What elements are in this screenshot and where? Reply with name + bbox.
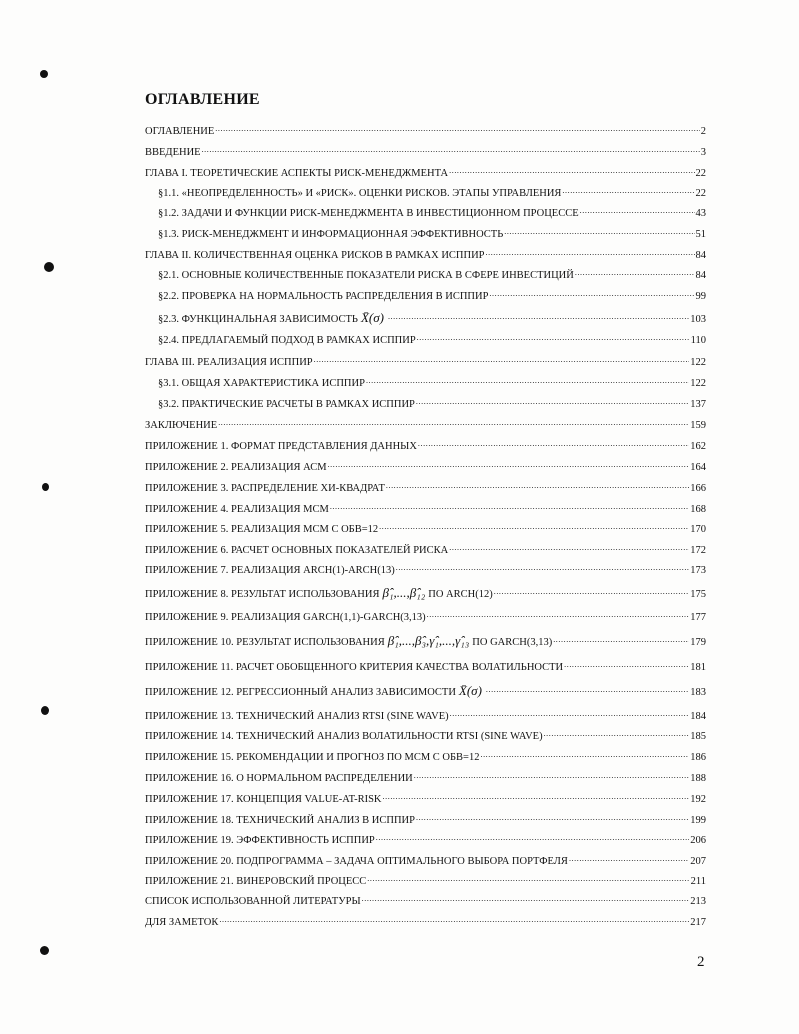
toc-entry-title: ПРИЛОЖЕНИЕ 14. ТЕХНИЧЕСКИЙ АНАЛИЗ ВОЛАТИЛЬНОСТИ RTSI (SINE WAVE) [145, 731, 543, 742]
toc-entry-title: ПРИЛОЖЕНИЕ 9. РЕАЛИЗАЦИЯ GARCH(1,1)-GARCH(3,13) [145, 612, 426, 623]
toc-entry-title: §1.1. «НЕОПРЕДЕЛЕННОСТЬ» И «РИСК». ОЦЕНКИ РИСКОВ. ЭТАПЫ УПРАВЛЕНИЯ [158, 188, 562, 199]
toc-entry-label [145, 482, 385, 496]
toc-leader-dots [367, 874, 689, 884]
toc-entry-title: СПИСОК ИСПОЛЬЗОВАННОЙ ЛИТЕРАТУРЫ [145, 896, 361, 907]
toc-entry-title: ЗАКЛЮЧЕНИЕ [145, 420, 218, 431]
toc-entry-label [158, 334, 416, 348]
toc-leader-dots [219, 915, 689, 925]
toc-entry [145, 522, 706, 537]
toc-entry-label [145, 793, 382, 807]
toc-entry-label [145, 661, 563, 675]
toc-entry [145, 586, 706, 602]
toc-entry-title: ПРИЛОЖЕНИЕ 21. ВИНЕРОВСКИЙ ПРОЦЕСС [145, 876, 367, 887]
toc-leader-dots [504, 227, 694, 237]
toc-entry [145, 684, 706, 700]
toc-leader-dots [418, 439, 689, 449]
toc-entry [145, 439, 706, 454]
toc-leader-dots [494, 587, 690, 597]
toc-leader-dots [376, 833, 689, 843]
toc-entry-page: 166 [690, 483, 706, 494]
toc-leader-dots [414, 771, 690, 781]
toc-entry [145, 771, 706, 786]
toc-entry-title: ПРИЛОЖЕНИЕ 11. РАСЧЕТ ОБОБЩЕННОГО КРИТЕРИЯ КАЧЕСТВА ВОЛАТИЛЬНОСТИ [145, 662, 564, 673]
toc-entry-page: 51 [695, 229, 706, 240]
toc-entry-page: 99 [695, 291, 706, 302]
toc-entry [145, 634, 706, 650]
toc-entry [145, 563, 706, 578]
scan-speck [41, 706, 49, 715]
toc-entry-title: ВВЕДЕНИЕ [145, 147, 201, 158]
toc-leader-dots [569, 854, 689, 864]
toc-entry-page: 22 [695, 168, 706, 179]
toc-entry-title: §2.4. ПРЕДЛАГАЕМЫЙ ПОДХОД В РАМКАХ ИСППИР [158, 335, 416, 346]
toc-leader-dots [575, 268, 695, 278]
toc-entry-label [145, 814, 415, 828]
toc-entry-page: 173 [690, 565, 706, 576]
page-title: ОГЛАВЛЕНИЕ [145, 91, 260, 108]
toc-leader-dots [480, 750, 689, 760]
toc-entry [158, 227, 706, 242]
toc-entry [145, 894, 706, 909]
toc-entry-title: ГЛАВА II. КОЛИЧЕСТВЕННАЯ ОЦЕНКА РИСКОВ В РАМКАХ ИСППИР [145, 250, 485, 261]
toc-entry-title: §2.1. ОСНОВНЫЕ КОЛИЧЕСТВЕННЫЕ ПОКАЗАТЕЛИ РИСКА В СФЕРЕ ИНВЕСТИЦИЙ [158, 270, 574, 281]
toc-entry-label [145, 772, 413, 786]
toc-entry-page: 2 [700, 126, 706, 137]
toc-entry-page: 177 [690, 612, 706, 623]
toc-entry-title: ПРИЛОЖЕНИЕ 17. КОНЦЕПЦИЯ VALUE-AT-RISK [145, 794, 382, 805]
toc-entry-page: 137 [690, 399, 706, 410]
toc-entry [145, 610, 706, 625]
toc-entry-label [158, 228, 503, 242]
toc-entry-page: 84 [695, 270, 706, 281]
toc-entry-label [145, 440, 417, 454]
scan-speck [40, 70, 48, 78]
toc-entry [158, 289, 706, 304]
toc-entry [145, 729, 706, 744]
toc-entry-label [158, 377, 365, 391]
toc-entry-page: 217 [690, 917, 706, 928]
toc-leader-dots [580, 206, 695, 216]
toc-entry-label [145, 634, 552, 650]
toc-entry-page: 179 [690, 637, 706, 648]
toc-entry-page: 181 [690, 662, 706, 673]
toc-entry-label [145, 611, 426, 625]
toc-leader-dots [202, 145, 700, 155]
toc-entry-label [145, 461, 327, 475]
toc-entry-label [145, 523, 378, 537]
toc-leader-dots [388, 312, 689, 322]
toc-leader-dots [330, 502, 689, 512]
toc-entry-label [145, 503, 329, 517]
toc-entry-page: 192 [690, 794, 706, 805]
toc-entry-title: ПРИЛОЖЕНИЕ 3. РАСПРЕДЕЛЕНИЕ ХИ-КВАДРАТ [145, 483, 385, 494]
toc-entry-page: 43 [695, 208, 706, 219]
toc-entry [145, 248, 706, 263]
toc-entry-title: §1.3. РИСК-МЕНЕДЖМЕНТ И ИНФОРМАЦИОННАЯ ЭФФЕКТИВНОСТЬ [158, 229, 504, 240]
toc-entry [145, 854, 706, 869]
toc-entry [145, 660, 706, 675]
toc-entry-page: 206 [690, 835, 706, 846]
toc-leader-dots [427, 610, 690, 620]
toc-entry-label [145, 834, 375, 848]
toc-entry-page: 172 [690, 545, 706, 556]
toc-leader-dots [362, 894, 690, 904]
toc-entry-label [158, 207, 579, 221]
toc-entry-page: 175 [690, 589, 706, 600]
toc-entry-page: 22 [695, 188, 706, 199]
toc-entry-label [145, 710, 449, 724]
toc-leader-dots [449, 166, 694, 176]
toc-entry [158, 397, 706, 412]
toc-entry-label [158, 398, 415, 412]
toc-entry [145, 833, 706, 848]
toc-entry-title: ПРИЛОЖЕНИЕ 13. ТЕХНИЧЕСКИЙ АНАЛИЗ RTSI (SINE WAVE) [145, 711, 449, 722]
toc-entry-page: 211 [690, 876, 706, 887]
toc-entry [145, 874, 706, 889]
toc-entry-page: 183 [690, 687, 706, 698]
toc-entry [158, 311, 706, 327]
toc-entry-page: 162 [690, 441, 706, 452]
toc-leader-dots [553, 635, 689, 645]
toc-leader-dots [544, 729, 690, 739]
toc-entry-label [145, 249, 485, 263]
toc-leader-dots [328, 460, 690, 470]
toc-entry-label [145, 419, 217, 433]
toc-entry-title: ДЛЯ ЗАМЕТОК [145, 917, 219, 928]
toc-entry [145, 750, 706, 765]
toc-entry [145, 543, 706, 558]
toc-entry-title: ПРИЛОЖЕНИЕ 7. РЕАЛИЗАЦИЯ ARCH(1)-ARCH(13) [145, 565, 395, 576]
toc-entry-title: ПРИЛОЖЕНИЕ 2. РЕАЛИЗАЦИЯ АСМ [145, 462, 327, 473]
toc-entry-title: ПРИЛОЖЕНИЕ 10. РЕЗУЛЬТАТ ИСПОЛЬЗОВАНИЯ [145, 637, 385, 648]
toc-leader-dots [562, 186, 694, 196]
scan-speck [40, 946, 49, 955]
toc-entry-title-suffix: ПО GARCH(3,13) [472, 637, 553, 648]
toc-entry [145, 166, 706, 181]
toc-entry [145, 709, 706, 724]
toc-leader-dots [366, 376, 689, 386]
toc-entry [158, 206, 706, 221]
toc-entry [145, 502, 706, 517]
toc-leader-dots [386, 481, 689, 491]
toc-entry-title: ПРИЛОЖЕНИЕ 4. РЕАЛИЗАЦИЯ МСМ [145, 504, 329, 515]
toc-entry-title: ПРИЛОЖЕНИЕ 18. ТЕХНИЧЕСКИЙ АНАЛИЗ В ИСППИР [145, 815, 415, 826]
toc-entry-label [145, 684, 485, 700]
toc-leader-dots [564, 660, 689, 670]
toc-entry-page: 168 [690, 504, 706, 515]
toc-entry [145, 481, 706, 496]
toc-entry-label [158, 187, 561, 201]
toc-entry-page: 170 [690, 524, 706, 535]
toc-entry-title: §2.2. ПРОВЕРКА НА НОРМАЛЬНОСТЬ РАСПРЕДЕЛЕНИЯ В ИСППИР [158, 291, 489, 302]
toc-entry-title: §3.1. ОБЩАЯ ХАРАКТЕРИСТИКА ИСППИР [158, 378, 365, 389]
toc-entry-formula: X̄(σ) [360, 310, 384, 325]
scan-speck [44, 262, 54, 272]
toc-entry-title: ПРИЛОЖЕНИЕ 5. РЕАЛИЗАЦИЯ МСМ С ОБВ=12 [145, 524, 379, 535]
toc-entry-label [145, 875, 366, 889]
toc-entry-label [145, 586, 493, 602]
toc-entry-label [145, 855, 568, 869]
toc-entry-page: 159 [690, 420, 706, 431]
toc-leader-dots [450, 709, 690, 719]
toc-leader-dots [416, 397, 689, 407]
toc-entry-page: 188 [690, 773, 706, 784]
toc-entry-title: ГЛАВА III. РЕАЛИЗАЦИЯ ИСППИР [145, 357, 313, 368]
toc-entry-label [145, 544, 448, 558]
toc-entry-label [158, 311, 387, 327]
page-number: 2 [697, 954, 705, 970]
toc-entry-page: 184 [690, 711, 706, 722]
scan-speck [42, 483, 49, 491]
toc-entry-page: 207 [690, 856, 706, 867]
toc-entry-page: 110 [690, 335, 706, 346]
toc-entry-title: ПРИЛОЖЕНИЕ 15. РЕКОМЕНДАЦИИ И ПРОГНОЗ ПО МСМ С ОБВ=12 [145, 752, 480, 763]
toc-entry-label [145, 916, 218, 930]
toc-entry-page: 213 [690, 896, 706, 907]
toc-leader-dots [379, 522, 689, 532]
toc-entry-label [145, 895, 361, 909]
toc-entry-page: 3 [700, 147, 706, 158]
toc-leader-dots [416, 813, 689, 823]
toc-entry-title: ПРИЛОЖЕНИЕ 16. О НОРМАЛЬНОМ РАСПРЕДЕЛЕНИИ [145, 773, 413, 784]
toc-entry [158, 376, 706, 391]
toc-entry-page: 103 [690, 314, 706, 325]
toc-entry-label [145, 146, 201, 160]
toc-entry-label [145, 167, 448, 181]
toc-entry-title: ОГЛАВЛЕНИЕ [145, 126, 215, 137]
toc-entry-title: ГЛАВА I. ТЕОРЕТИЧЕСКИЕ АСПЕКТЫ РИСК-МЕНЕДЖМЕНТА [145, 168, 449, 179]
toc-entry-formula: X̄(σ) [458, 683, 482, 698]
toc-entry [145, 792, 706, 807]
toc-entry [158, 333, 706, 348]
toc-entry-title: ПРИЛОЖЕНИЕ 6. РАСЧЕТ ОСНОВНЫХ ПОКАЗАТЕЛЕЙ РИСКА [145, 545, 449, 556]
toc-entry [145, 915, 706, 930]
toc-entry [158, 268, 706, 283]
toc-entry [145, 418, 706, 433]
toc-leader-dots [314, 355, 690, 365]
toc-entry-formula: β̂₁,...,β̂₁₂ [382, 585, 426, 600]
toc-entry [145, 460, 706, 475]
toc-entry-label [145, 356, 313, 370]
toc-entry-label [145, 751, 479, 765]
toc-leader-dots [486, 248, 695, 258]
toc-entry-title: §2.3. ФУНКЦИНАЛЬНАЯ ЗАВИСИМОСТЬ [158, 314, 358, 325]
toc-entry-label [158, 290, 488, 304]
toc-entry-title: ПРИЛОЖЕНИЕ 1. ФОРМАТ ПРЕДСТАВЛЕНИЯ ДАННЫХ [145, 441, 417, 452]
toc-entry [145, 145, 706, 160]
toc-entry [145, 355, 706, 370]
toc-leader-dots [486, 685, 689, 695]
toc-entry-label [145, 564, 395, 578]
toc-leader-dots [215, 124, 699, 134]
toc-leader-dots [417, 333, 690, 343]
toc-entry-page: 185 [690, 731, 706, 742]
toc-entry-title: ПРИЛОЖЕНИЕ 8. РЕЗУЛЬТАТ ИСПОЛЬЗОВАНИЯ [145, 589, 380, 600]
toc-leader-dots [449, 543, 689, 553]
toc-entry-page: 84 [695, 250, 706, 261]
toc-entry-label [145, 730, 543, 744]
toc-leader-dots [489, 289, 694, 299]
toc-entry-title: §3.2. ПРАКТИЧЕСКИЕ РАСЧЕТЫ В РАМКАХ ИСППИР [158, 399, 415, 410]
toc-entry-label [158, 269, 574, 283]
toc-entry-page: 186 [690, 752, 706, 763]
toc-entry-title: ПРИЛОЖЕНИЕ 20. ПОДПРОГРАММА – ЗАДАЧА ОПТИМАЛЬНОГО ВЫБОРА ПОРТФЕЛЯ [145, 856, 568, 867]
toc-entry [145, 813, 706, 828]
toc-entry-page: 122 [690, 357, 706, 368]
toc-entry [145, 124, 706, 139]
toc-entry-page: 164 [690, 462, 706, 473]
toc-leader-dots [383, 792, 690, 802]
toc-entry-page: 122 [690, 378, 706, 389]
toc-entry-label [145, 125, 214, 139]
toc-leader-dots [218, 418, 689, 428]
toc-entry-title: ПРИЛОЖЕНИЕ 12. РЕГРЕССИОННЫЙ АНАЛИЗ ЗАВИСИМОСТИ [145, 687, 456, 698]
toc-leader-dots [396, 563, 690, 573]
toc-entry-title-suffix: ПО ARCH(12) [428, 589, 493, 600]
toc-entry [158, 186, 706, 201]
toc-entry-page: 199 [690, 815, 706, 826]
toc-entry-title: §1.2. ЗАДАЧИ И ФУНКЦИИ РИСК-МЕНЕДЖМЕНТА В ИНВЕСТИЦИОННОМ ПРОЦЕССЕ [158, 208, 579, 219]
toc-entry-formula: β̂₁,...,β̂₃,γ̂₁,...,γ̂₁₃ [387, 633, 470, 648]
toc-entry-title: ПРИЛОЖЕНИЕ 19. ЭФФЕКТИВНОСТЬ ИСППИР [145, 835, 375, 846]
